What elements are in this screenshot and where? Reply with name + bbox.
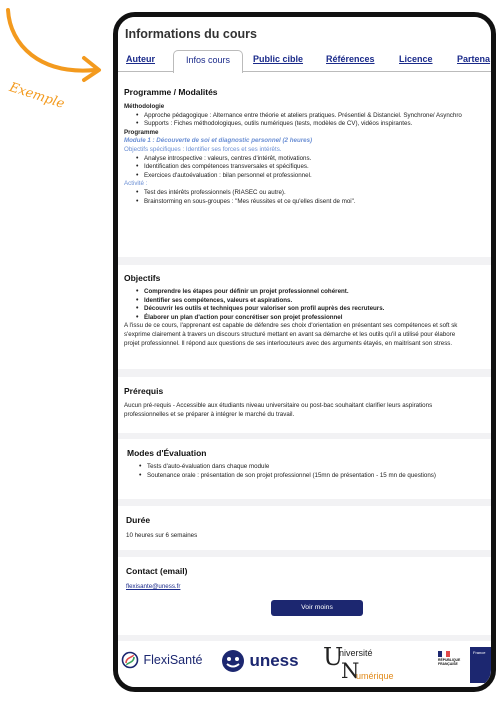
tab-auteur[interactable]: Auteur xyxy=(126,54,155,64)
duree-card xyxy=(118,506,496,550)
objectifs-paragraph: projet professionnel. Il répond aux questions de ses interlocuteurs avec des arguments étayés, en maitrisant son stress. xyxy=(124,339,453,347)
contact-title: Contact (email) xyxy=(126,566,188,576)
list-item: • Comprendre les étapes pour définir un projet professionnel cohérent. xyxy=(124,288,490,297)
uness-icon xyxy=(221,649,245,673)
prerequis-card xyxy=(118,377,496,433)
list-item: • Identifier ses compétences, valeurs et aspirations. xyxy=(124,297,490,306)
objectifs-title: Objectifs xyxy=(124,273,161,283)
methodologie-label: Méthodologie xyxy=(124,103,165,110)
list-item: • Test des intérêts professionnels (RIASEC ou autre). xyxy=(124,189,490,198)
evaluation-title: Modes d'Évaluation xyxy=(127,448,207,458)
objectifs-specifiques: Objectifs spécifiques : Identifier ses forces et ses intérêts. xyxy=(124,145,282,153)
flag-icon xyxy=(438,651,450,657)
list-item: • Élaborer un plan d'action pour concrétiser son projet professionnel xyxy=(124,314,490,323)
objectifs-paragraph: A l'issu de ce cours, l'apprenant est capable de défendre ses choix d'orientation en présentant ses compétences et soft sk xyxy=(124,322,458,330)
objectifs-card xyxy=(118,265,496,369)
republique-francaise-logo: RÉPUBLIQUE FRANÇAISE xyxy=(438,651,460,666)
list-item: • Analyse introspective : valeurs, centres d'intérêt, motivations. xyxy=(124,155,490,164)
list-item: • Découvrir les outils et techniques pour valoriser son profil auprès des recruteurs. xyxy=(124,305,490,314)
device-frame xyxy=(113,12,496,692)
programme-card xyxy=(118,79,496,257)
programme-title: Programme / Modalités xyxy=(124,87,218,97)
duree-value: 10 heures sur 6 semaines xyxy=(126,532,198,539)
tab-infos-cours[interactable]: Infos cours xyxy=(173,50,243,73)
contact-card xyxy=(118,557,496,635)
activite-label: Activité : xyxy=(124,180,148,188)
prerequis-title: Prérequis xyxy=(124,386,164,396)
tab-partenaires[interactable]: Partena xyxy=(457,54,491,64)
list-item: • Soutenance orale : présentation de son projet professionnel (15mn de présentation - 15 mn de questions) xyxy=(127,472,487,481)
flexisante-icon xyxy=(121,651,139,669)
list-item: • Brainstorming en sous-groupes : "Mes réussites et ce qu'elles disent de moi". xyxy=(124,198,490,207)
letter-n-glyph: N xyxy=(341,659,360,683)
module-title: Module 1 : Découverte de soi et diagnostic personnel (2 heures) xyxy=(124,137,313,145)
objectifs-paragraph: s'exprime clairement à travers un discours structuré mettant en avant sa démarche et les outils qu'il a utilisé pour élabore xyxy=(124,330,456,338)
screen xyxy=(118,17,491,687)
duree-title: Durée xyxy=(126,515,151,525)
france-2030-logo: France xyxy=(470,647,496,683)
list-item: • Exercices d'autoévaluation : bilan personnel et professionnel. xyxy=(124,172,490,181)
voir-moins-button[interactable]: Voir moins xyxy=(271,600,363,616)
list-item: • Approche pédagogique : Alternance entre théorie et ateliers pratiques. Présentiel & Distanciel. Synchrone/ Asynchro xyxy=(124,112,490,121)
tab-references[interactable]: Références xyxy=(326,54,375,64)
prerequis-text: Aucun pré-requis - Accessible aux étudiants niveau universitaire ou post-bac souhaitant clarifier leurs aspirations xyxy=(124,402,433,409)
footer-logos: FlexiSanté uness U niversité N umérique RÉPUBLIQUE FRANÇAISE France xyxy=(118,641,496,691)
page-title: Informations du cours xyxy=(125,27,257,41)
tab-public-cible[interactable]: Public cible xyxy=(253,54,304,64)
prerequis-text: professionnelles et se préparer à intégrer le marché du travail. xyxy=(124,410,295,418)
letter-u-glyph: U xyxy=(323,643,344,671)
tab-licence[interactable]: Licence xyxy=(399,54,433,64)
evaluation-card xyxy=(118,439,496,499)
programme-label: Programme xyxy=(124,128,159,136)
annotation-label: Exemple xyxy=(7,80,67,112)
list-item: • Identification des compétences transversales et spécifiques. xyxy=(124,163,490,172)
contact-email-link[interactable]: flexisante@uness.fr xyxy=(126,583,181,590)
list-item: • Supports : Fiches méthodologiques, outils numériques (tests, modèles de CV), vidéos inspirantes. xyxy=(124,120,490,129)
tab-bar xyxy=(118,50,496,72)
uness-logo: uness xyxy=(221,649,299,673)
list-item: • Tests d'auto-évaluation dans chaque module xyxy=(127,463,487,472)
flexisante-logo: FlexiSanté xyxy=(121,651,203,669)
